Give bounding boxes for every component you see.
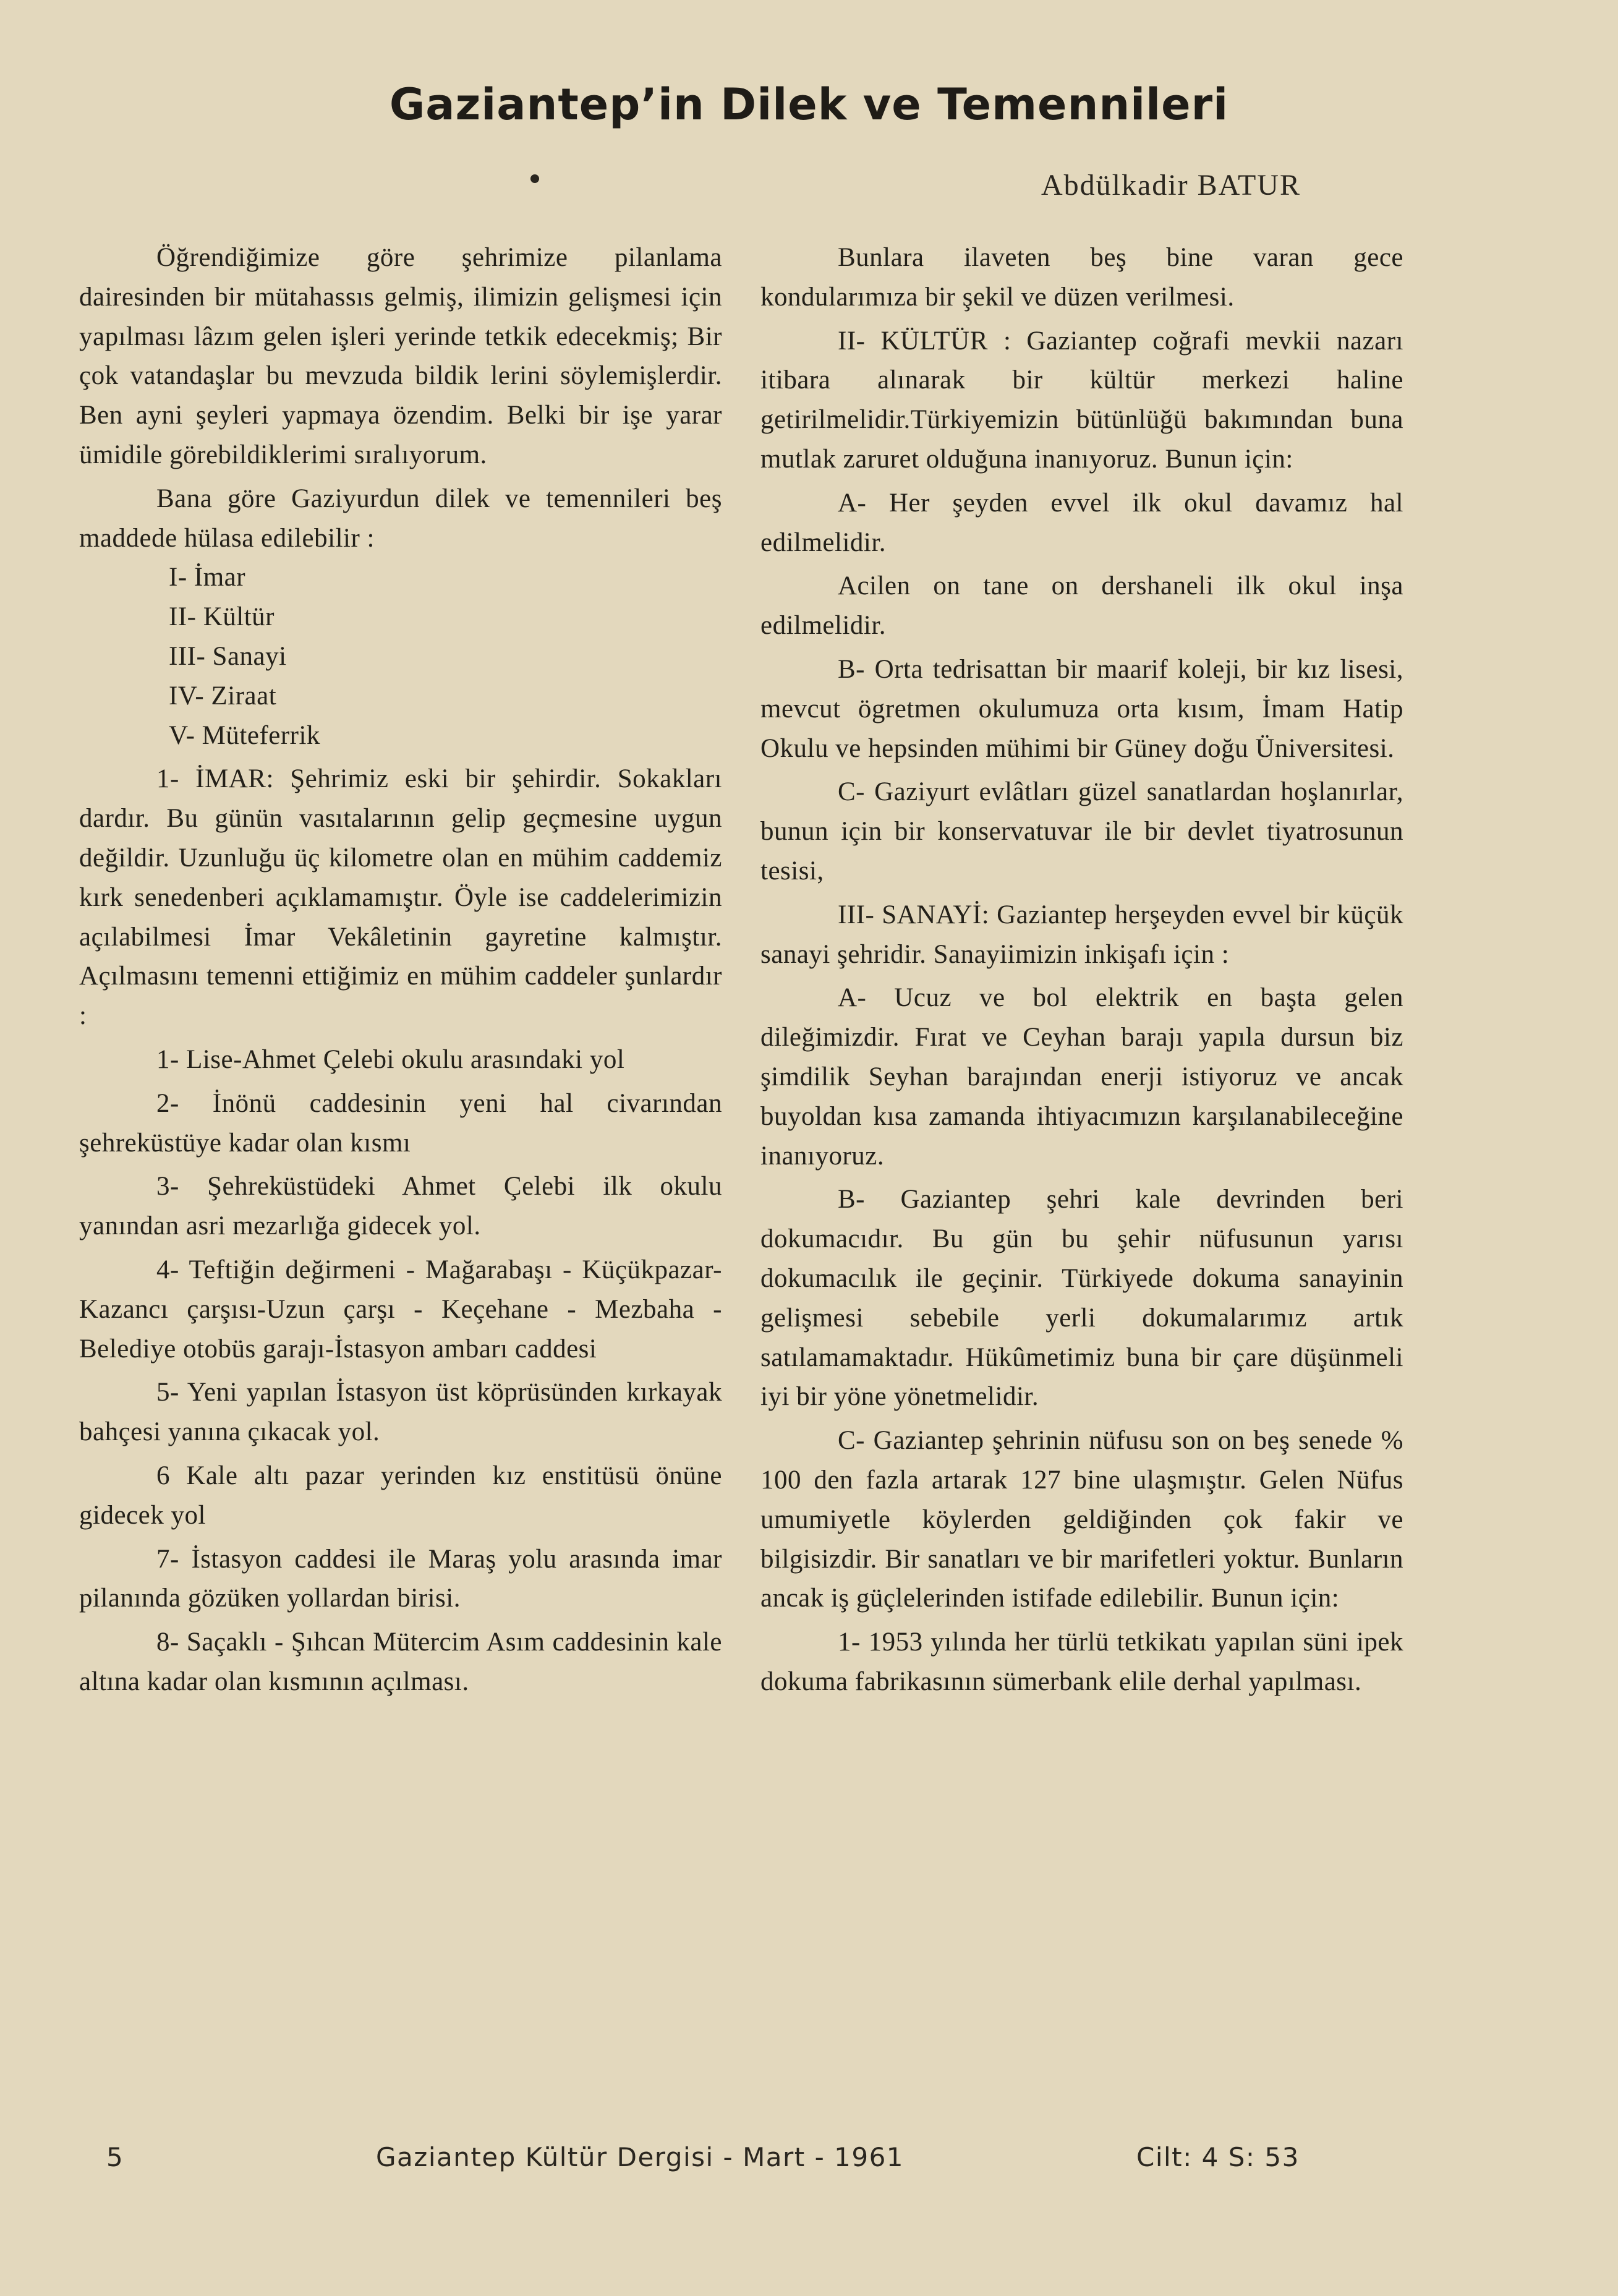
left-column (79, 238, 722, 1702)
paragraph: 6 Kale altı pazar yerinden kız enstitüsü önüne gidecek yol (79, 1461, 722, 1530)
right-column (760, 238, 1403, 1702)
journal-info: Gaziantep Kültür Dergisi - Mart - 1961 (376, 2142, 905, 2172)
paragraph: 1- 1953 yılında her türlü tetkikatı yapılan süni ipek dokuma fabrikasının sümerbank elile derhal yapılması. (760, 1628, 1403, 1696)
paragraph: I- İmar (169, 563, 246, 592)
paragraph: Acilen on tane on dershaneli ilk okul inşa edilmelidir. (760, 571, 1403, 641)
paragraph: A- Her şeyden evvel ilk okul davamız hal edilmelidir. (760, 488, 1403, 557)
paragraph: II- KÜLTÜR : Gaziantep coğrafi mevkii nazarı itibara alınarak bir kültür merkezi haline getirilmelidir.Türkiyemizin bütünlüğü bakımından buna mutlak zaruret olduğuna inanıyoruz. Bunun için: (760, 326, 1403, 474)
paragraph: 4- Teftiğin değirmeni - Mağarabaşı - Küçükpazar-Kazancı çarşısı-Uzun çarşı - Keçehane - Mezbaha - Belediye otobüs garajı-İstasyon ambarı caddesi (79, 1255, 722, 1364)
paragraph: 7- İstasyon caddesi ile Maraş yolu arasında imar pilanında gözüken yollardan birisi. (79, 1544, 722, 1613)
paragraph: B- Orta tedrisattan bir maarif kolеji, bir kız lisesi, mevcut ögretmen okulumuza orta kısım, İmam Hatip Okulu ve hepsinden mühimi bir Güney doğu Üniversitesi. (760, 654, 1403, 763)
paragraph: III- Sanayi (169, 641, 287, 671)
paragraph: 2- İnönü caddesinin yeni hal civarından şehreküstüye kadar olan kısmı (79, 1088, 722, 1158)
paragraph: 5- Yeni yapılan İstasyon üst köprüsünden kırkayak bahçesi yanına çıkacak yol. (79, 1378, 722, 1447)
paragraph: A- Ucuz ve bol elektrik en başta gelen dileğimizdir. Fırat ve Ceyhan barajı yapıla dursun biz şimdilik Seyhan barajından enerji istiyoruz ve ancak buyoldan kısa zamanda ihtiyacımızın karşılanabileceğine inanıyoruz. (760, 983, 1403, 1171)
bullet-dot (530, 174, 539, 183)
paragraph: 1- İMAR: Şehrimiz eski bir şehirdir. Sokakları dardır. Bu günün vasıtalarının gelip geçmesine uygun değildir. Uzunluğu üç kilometre olan en mühim caddemiz kırk senedenberi açıklamamıştır. Öyle ise caddelerimizin açılabilmesi İmar Vekâletinin gayretine kalmıştır. Açılmasını temenni ettiğimiz en mühim caddeler şunlardır : (79, 764, 722, 1031)
paragraph: Öğrendiğimize göre şehrimize pilanlama dairesinden bir mütahassıs gelmiş, ilimizin gelişmesi için yapılması lâzım gelen işleri yerinde tetkik edecekmiş; Bir çok vatandaşlar bu mevzuda bildik lerini söylemişlerdir. Ben ayni şeyleri yapmaya özendim. Belki bir işe yarar ümidile görebildiklerimi sıralıyorum. (79, 243, 722, 469)
paragraph: C- Gaziyurt evlâtları güzel sanatlardan hoşlanırlar, bunun için bir konservatuvar ile bir devlet tiyatrosunun tesisi, (760, 777, 1403, 886)
paragraph: 8- Saçaklı - Şıhcan Mütercim Asım caddesinin kale altına kadar olan kısmının açılması. (79, 1628, 722, 1696)
paragraph: V- Müteferrik (169, 720, 320, 750)
page-footer (0, 2142, 1618, 2179)
article-title: Gaziantep’in Dilek ve Temennileri (389, 79, 1229, 130)
paragraph: C- Gaziantep şehrinin nüfusu son on beş senede % 100 den fazla artarak 127 bine ulaşmıştır. Gelen Nüfus umumiyetle köylerden geldiğinden çok fakir ve bilgisizdir. Bir sanatları ve bir marifetleri yoktur. Bunların ancak iş güçlelerinden istifade edilebilir. Bunun için: (760, 1426, 1403, 1613)
author-name: Abdülkadir BATUR (1041, 169, 1301, 202)
page-number: 5 (106, 2142, 124, 2172)
paragraph: Bunlara ilaveten beş bine varan gece kondularımıza bir şekil ve düzen verilmesi. (760, 243, 1403, 312)
paragraph: IV- Ziraat (169, 681, 277, 711)
paragraph: Bana göre Gaziyurdun dilek ve temennileri beş maddede hülasa edilebilir : (79, 484, 722, 553)
paragraph: B- Gaziantep şehri kale devrinden beri dokumacıdır. Bu gün bu şehir nüfusunun yarısı dokumacılık ile geçinir. Türkiyede dokuma sanayinin gelişmesi sebebile yerli dokumalarımız artık satılamamaktadır. Hükûmetimiz buna bir çare düşünmeli iyi bir yöne yönetmelidir. (760, 1185, 1403, 1412)
paragraph: 1- Lise-Ahmet Çelebi okulu arasındaki yol (156, 1044, 625, 1074)
paragraph: 3- Şehreküstüdeki Ahmet Çelebi ilk okulu yanından asri mezarlığa gidecek yol. (79, 1172, 722, 1241)
paragraph: II- Kültür (169, 602, 275, 632)
paragraph: III- SANAYİ: Gaziantep herşeyden evvel bir küçük sanayi şehridir. Sanayiimizin inkişafı için : (760, 900, 1403, 969)
volume-info: Cilt: 4 S: 53 (1136, 2142, 1300, 2172)
